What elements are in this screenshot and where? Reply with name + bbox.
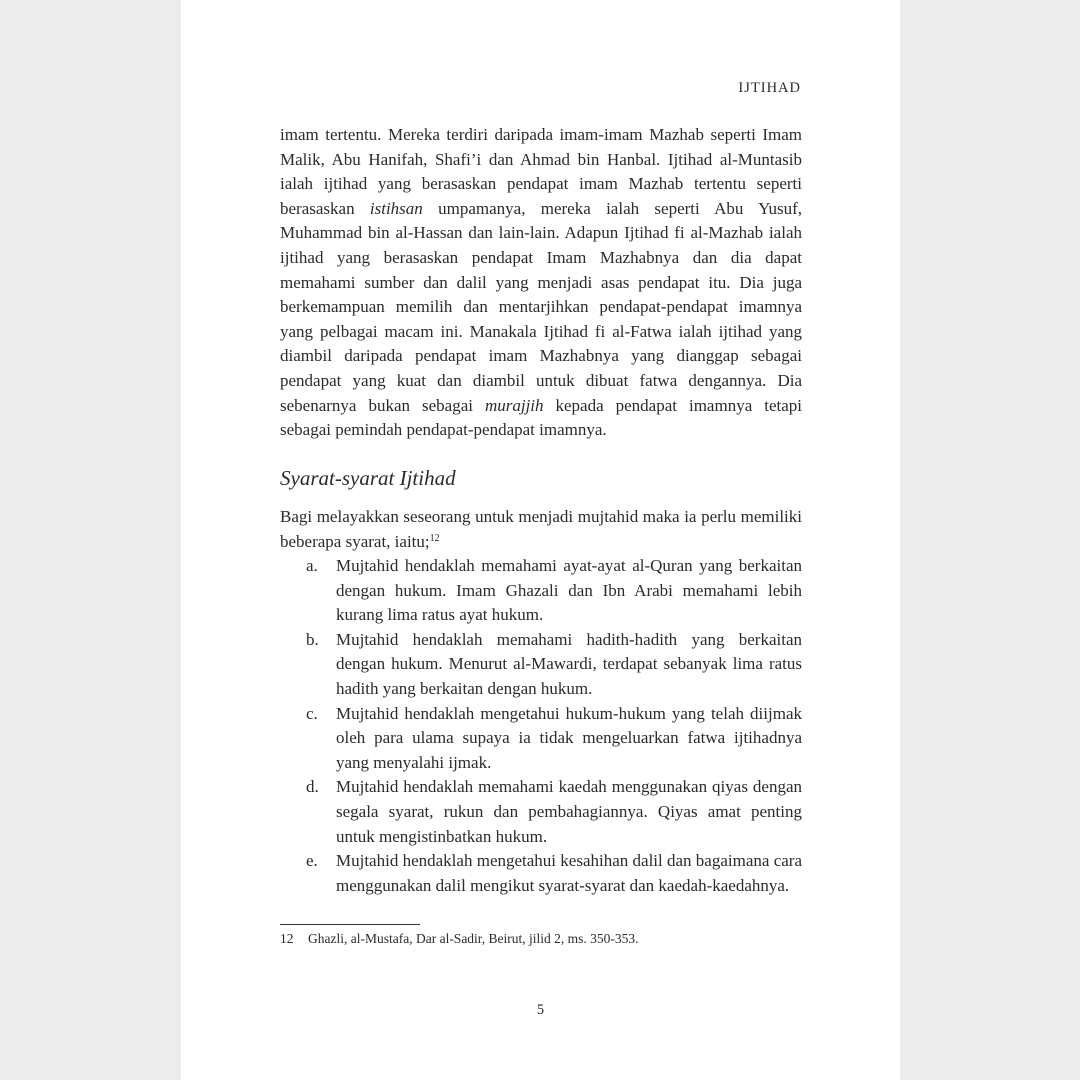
paragraph-text: kepada pendapat imamnya tetapi sebagai pemindah pendapat-pendapat imamnya. [280, 395, 802, 440]
running-header: IJTIHAD [738, 80, 801, 96]
italic-term: istihsan [369, 198, 423, 218]
list-marker: c. [306, 703, 318, 723]
italic-term: murajjih [484, 395, 544, 415]
list-item [280, 849, 802, 898]
list-item-text: Mujtahid hendaklah mengetahui hukum-hukum yang telah diijmak oleh para ulama supaya ia tidak mengeluarkan fatwa ijtihadnya yang menyalahi ijmak. [336, 703, 802, 772]
body-paragraph [280, 123, 802, 443]
section-heading: Syarat-syarat Ijtihad [280, 466, 456, 490]
list-item-text: Mujtahid hendaklah memahami kaedah menggunakan qiyas dengan segala syarat, rukun dan pembahagiannya. Qiyas amat penting untuk mengistinbatkan hukum. [336, 777, 802, 846]
list-item [280, 702, 802, 776]
list-item-text: Mujtahid hendaklah memahami ayat-ayat al-Quran yang berkaitan dengan hukum. Imam Ghazali dan Ibn Arabi memahami lebih kurang lima ratus ayat hukum. [336, 556, 802, 625]
list-marker: d. [306, 777, 319, 797]
list-item [280, 775, 802, 849]
requirements-list [280, 554, 802, 898]
list-marker: a. [306, 556, 318, 575]
list-item [280, 554, 802, 628]
list-marker: e. [306, 851, 318, 871]
footnote-text: Ghazli, al-Mustafa, Dar al-Sadir, Beirut, jilid 2, ms. 350-353. [308, 931, 639, 946]
page-number: 5 [536, 1002, 545, 1018]
footnote-number: 12 [280, 931, 294, 946]
footnote-divider [280, 924, 420, 925]
footnote [280, 930, 639, 948]
paragraph-text: imam tertentu. Mereka terdiri daripada imam-imam Mazhab seperti Imam Malik, Abu Hanifah, Shafi’i dan Ahmad bin Hanbal. Ijtihad al-Muntasib ialah ijtihad yang berasaskan pendapat imam Mazhab tertentu seperti berasaskan [280, 125, 802, 218]
list-item-text: Mujtahid hendaklah memahami hadith-hadith yang berkaitan dengan hukum. Menurut al-Mawardi, terdapat sebanyak lima ratus hadith yang berkaitan dengan hukum. [336, 629, 802, 698]
intro-text: Bagi melayakkan seseorang untuk menjadi mujtahid maka ia perlu memiliki beberapa syarat, iaitu; [280, 507, 802, 551]
list-item-text: Mujtahid hendaklah mengetahui kesahihan dalil dan bagaimana cara menggunakan dalil mengikut syarat-syarat dan kaedah-kaedahnya. [336, 851, 802, 895]
paragraph-text: umpamanya, mereka ialah seperti Abu Yusuf, Muhammad bin al-Hassan dan lain-lain. Adapun Ijtihad fi al-Mazhab ialah ijtihad yang berasaskan pendapat Imam Mazhabnya dan dia dapat memahami sumber dan dalil yang menjadi asas pendapat itu. Dia juga berkemampuan memilih dan mentarjihkan pendapat-pendapat imamnya yang pelbagai macam ini. Manakala Ijtihad fi al-Fatwa ialah ijtihad yang diambil daripada pendapat imam Mazhabnya yang dianggap sebagai pendapat yang kuat dan diambil untuk dibuat fatwa dengannya. Dia sebenarnya bukan sebagai [280, 198, 802, 415]
list-marker: b. [306, 629, 319, 649]
footnote-reference: 12 [429, 532, 440, 544]
list-item [280, 628, 802, 702]
book-page [181, 0, 900, 1080]
section-intro [280, 505, 802, 554]
